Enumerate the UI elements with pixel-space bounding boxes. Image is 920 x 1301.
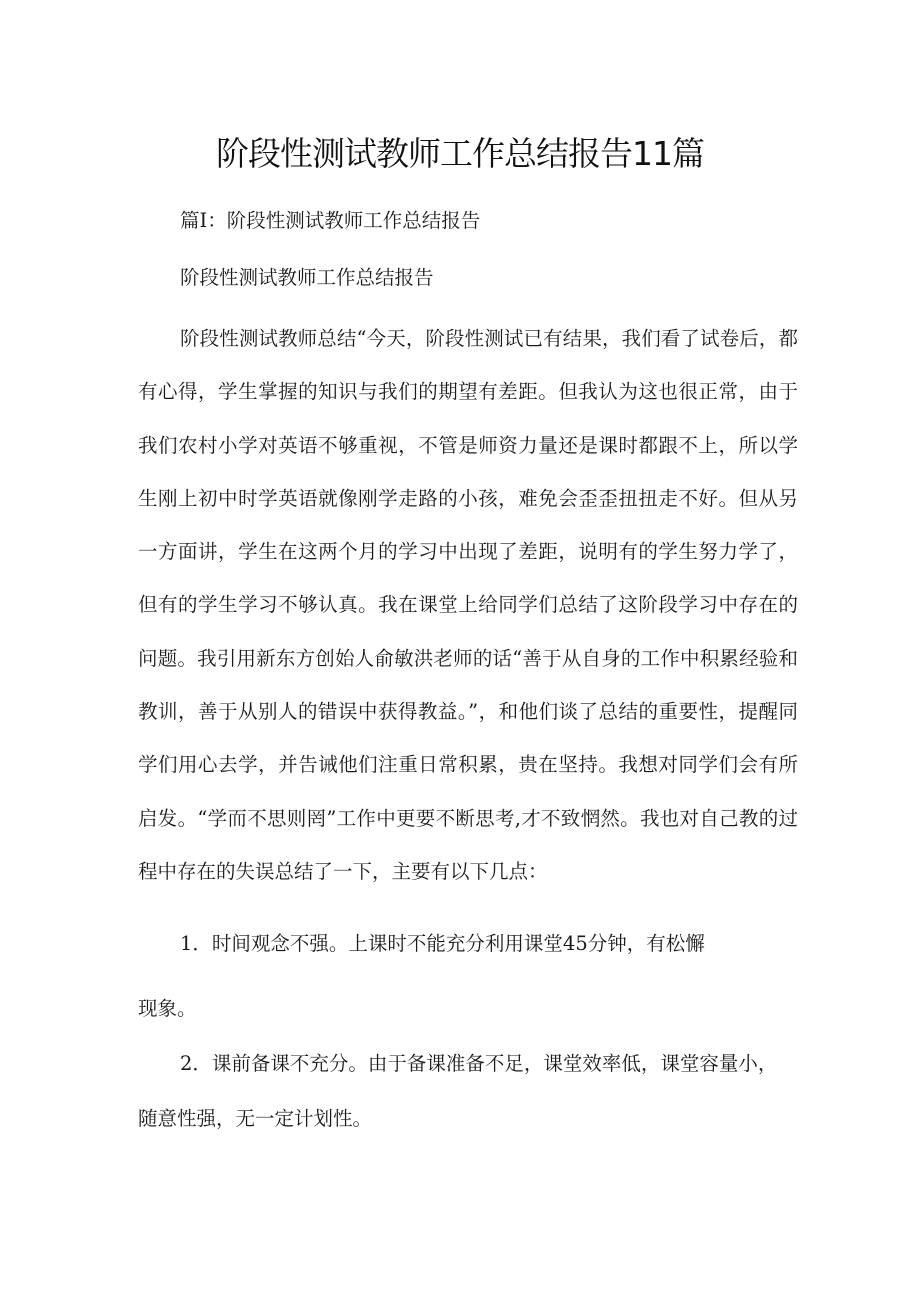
report-subtitle: 阶段性测试教师工作总结报告 xyxy=(180,266,434,289)
point-1-line-2: 现象。 xyxy=(138,997,197,1020)
document-title: 阶段性测试教师工作总结报告11篇 xyxy=(216,134,704,173)
point-2-line-1: 2．课前备课不充分。由于备课准备不足，课堂效率低，课堂容量小， xyxy=(180,1052,778,1075)
main-paragraph: 阶段性测试教师总结“今天，阶段性测试已有结果，我们看了试卷后，都有心得，学生掌握的知识与我们的期望有差距。但我认为这也很正常，由于我们农村小学对英语不够重视，不管是师资力量还是课时都跟不上，所以学生刚上初中时学英语就像刚学走路的小孩，难免会歪歪扭扭走不好。但从另一方面讲，学生在这两个月的学习中出现了差距，说明有的学生努力学了，但有的学生学习不够认真。我在课堂上给同学们总结了这阶段学习中存在的问题。我引用新东方创始人俞敏洪老师的话“善于从自身的工作中积累经验和教训，善于从别人的错误中获得教益。”，和他们谈了总结的重要性，提醒同学们用心去学，并告诫他们注重日常积累，贵在坚持。我想对同学们会有所启发。“学而不思则罔”工作中更要不断思考,才不致惘然。我也对自己教的过程中存在的失误总结了一下，主要有以下几点： xyxy=(138,327,798,883)
section-heading: 篇Ⅰ：阶段性测试教师工作总结报告 xyxy=(180,209,481,232)
point-1-line-1: 1．时间观念不强。上课时不能充分利用课堂45分钟，有松懈 xyxy=(180,932,705,955)
point-2-line-2: 随意性强，无一定计划性。 xyxy=(138,1107,373,1130)
